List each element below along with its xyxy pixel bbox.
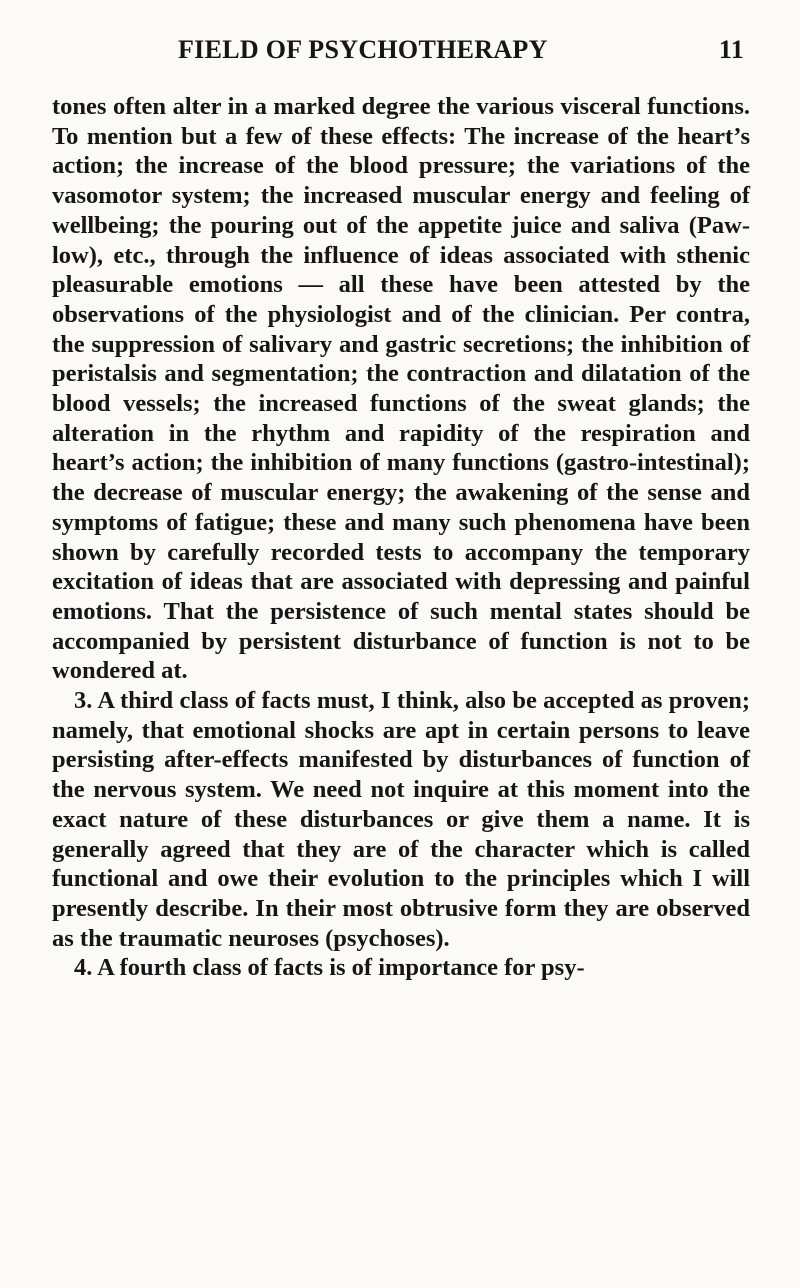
paragraph-fourth-class: 4. A fourth class of facts is of importance for psy- — [74, 954, 585, 982]
chapter-title: FIELD OF PSYCHOTHERAPY — [178, 35, 548, 64]
page-number: 11 — [718, 35, 744, 64]
paragraph-continued: tones often alter in a marked degree the various visceral functions. To mention but a few of these effects: The increase of the heart’s action; the increase of the blood pressure; the variations of the vasomotor system; the increased muscular energy and feeling of wellbeing; the pouring out of the appetite juice and saliva (Pawlow), etc., through the influence of ideas associated with sthenic pleasurable emotions — all these have been attested by the observations of the physiologist and of the clinician. Per contra, the suppression of salivary and gastric secretions; the inhibition of peristalsis and segmentation; the contraction and dilatation of the blood vessels; the increased functions of the sweat glands; the alteration in the rhythm and rapidity of the respiration and heart’s action; the inhibition of many functions (gastro-intestinal); the decrease of muscular energy; the awakening of the sense and symptoms of fatigue; these and many such phenomena have been shown by carefully recorded tests to accompany the temporary excitation of ideas that are associated with depressing and painful emotions. That the persistence of such mental states should be accompanied by persistent disturbance of function is not to be wondered at. — [52, 93, 750, 685]
paragraph-third-class: 3. A third class of facts must, I think, also be accepted as proven; namely, that emotional shocks are apt in certain persons to leave persisting after-effects manifested by disturbances of function of the nervous system. We need not inquire at this moment into the exact nature of these disturbances or give them a name. It is generally agreed that they are of the character which is called functional and owe their evolution to the principles which I will presently describe. In their most obtrusive form they are observed as the traumatic neuroses (psychoses). — [52, 687, 750, 952]
body-text — [52, 92, 750, 983]
running-head — [178, 35, 744, 71]
